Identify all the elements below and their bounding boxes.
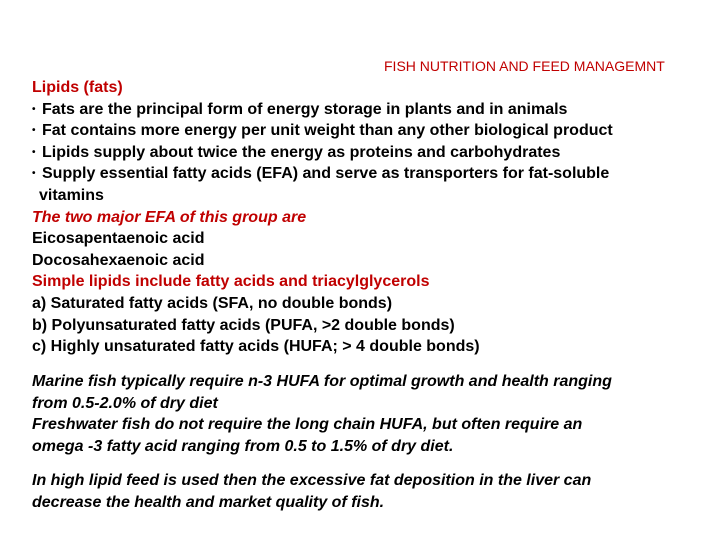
- simple-lipids-item: c) Highly unsaturated fatty acids (HUFA; > 4 double bonds): [32, 338, 480, 356]
- bullet-text: Lipids supply about twice the energy as proteins and carbohydrates: [42, 143, 561, 161]
- bullet-item: [32, 99, 712, 121]
- bullet-item: [32, 163, 712, 185]
- simple-lipids-item: b) Polyunsaturated fatty acids (PUFA, >2 double bonds): [32, 316, 455, 334]
- efa-item: Eicosapentaenoic acid: [32, 230, 205, 248]
- bullet-text: Supply essential fatty acids (EFA) and serve as transporters for fat-soluble: [42, 165, 610, 183]
- requirements-line: omega -3 fatty acid ranging from 0.5 to 1.5% of dry diet.: [32, 437, 454, 455]
- bullet-text: Fat contains more energy per unit weight than any other biological product: [42, 122, 613, 140]
- simple-lipids-item: a) Saturated fatty acids (SFA, no double bonds): [32, 294, 393, 312]
- conclusion-line: decrease the health and market quality of fish.: [32, 493, 385, 511]
- page-header-title: FISH NUTRITION AND FEED MANAGEMNT: [384, 58, 665, 74]
- efa-heading: The two major EFA of this group are: [32, 208, 307, 226]
- requirements-line: from 0.5-2.0% of dry diet: [32, 394, 218, 412]
- section-heading: Lipids (fats): [32, 79, 123, 96]
- lipids-section: [32, 77, 712, 358]
- conclusion-paragraph: [32, 470, 712, 513]
- efa-item: Docosahexaenoic acid: [32, 251, 205, 269]
- simple-lipids-heading: Simple lipids include fatty acids and triacylglycerols: [32, 273, 430, 291]
- requirements-line: Freshwater fish do not require the long chain HUFA, but often require an: [32, 416, 583, 433]
- bullet-item: [32, 142, 712, 164]
- bullet-continuation: vitamins: [39, 186, 104, 204]
- bullet-icon: •: [32, 125, 36, 137]
- bullet-icon: •: [32, 146, 36, 158]
- bullet-item: [32, 120, 712, 142]
- conclusion-line: In high lipid feed is used then the excessive fat deposition in the liver can: [32, 472, 592, 489]
- requirements-line: Marine fish typically require n-3 HUFA for optimal growth and health ranging: [32, 373, 612, 390]
- bullet-icon: •: [32, 103, 36, 115]
- bullet-icon: •: [32, 168, 36, 180]
- bullet-text: Fats are the principal form of energy storage in plants and in animals: [42, 100, 568, 118]
- requirements-paragraph: [32, 371, 712, 457]
